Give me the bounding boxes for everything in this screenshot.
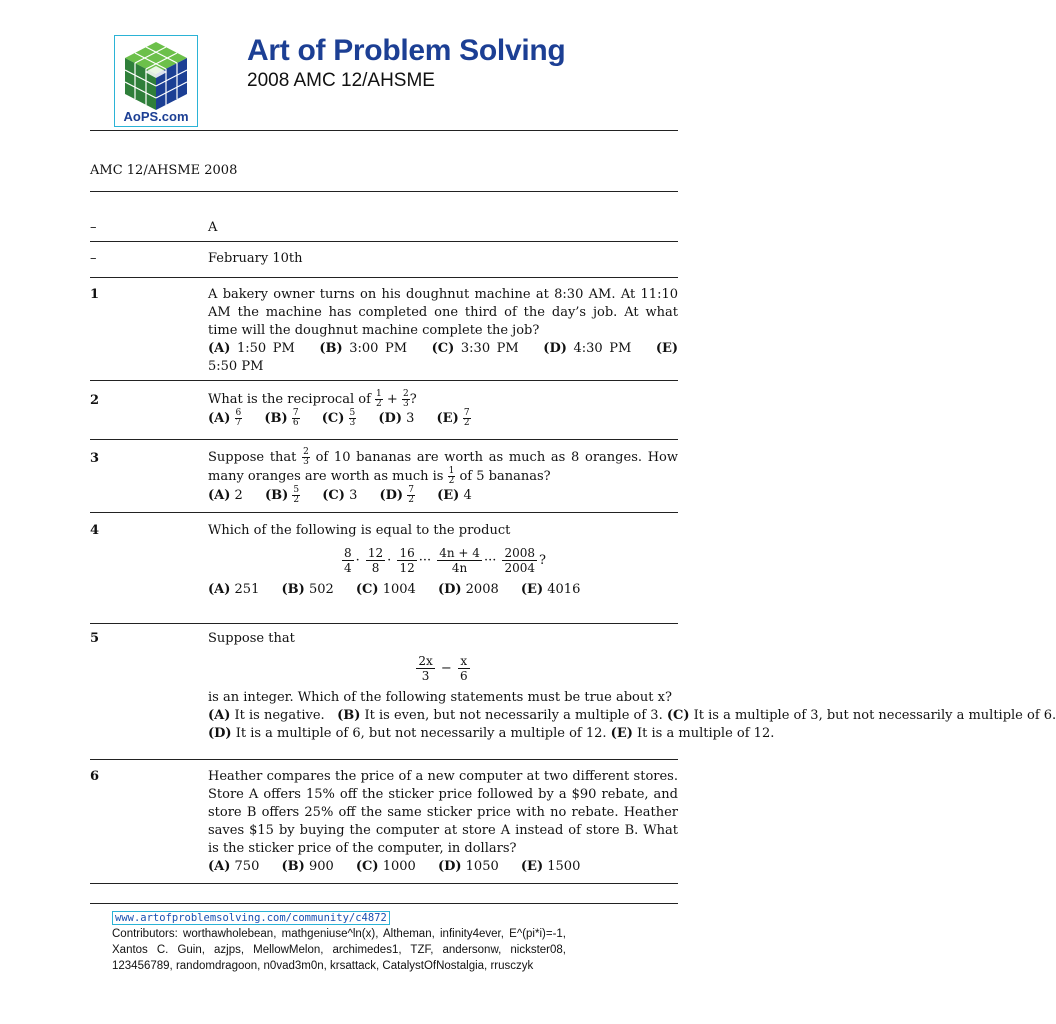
problem-text: Suppose that	[208, 631, 295, 646]
choice-c: (C) $\frac{5}{3}$	[321, 408, 356, 428]
choice-b: (B) $\frac{5}{2}$	[264, 485, 300, 505]
choice-b: (B) It is even, but not necessarily a multiple of 3.	[337, 708, 663, 723]
logo-text: AoPS.com	[123, 109, 189, 124]
problem-3	[208, 448, 678, 505]
choice-a: (A) 750	[208, 859, 260, 874]
choice-c: (C) 3:30 PM	[431, 341, 519, 356]
choice-d: (D) It is a multiple of 6, but not necessarily a multiple of 12.	[208, 726, 607, 741]
site-title: Art of Problem Solving	[247, 34, 566, 67]
choice-c: (C) 1000	[355, 859, 416, 874]
aops-logo[interactable]	[114, 35, 198, 127]
choice-e: (E) $\frac{7}{2}$	[436, 408, 470, 428]
choice-d: (D) $\frac{7}{2}$	[379, 485, 414, 505]
choice-e: (E) 5:50 PM	[208, 341, 679, 374]
problem-6	[208, 768, 678, 876]
problem-number: 3	[90, 451, 100, 466]
problem-number: 6	[90, 769, 100, 784]
choice-c: (C) 3	[322, 488, 358, 503]
expression: $\frac{2x}{3}$ − $\frac{x}{6}$	[418, 654, 468, 683]
divider	[90, 623, 678, 624]
meta-row-text: A	[208, 220, 218, 235]
problem-number: 1	[90, 287, 100, 302]
choice-a: (A) 1:50 PM	[208, 341, 295, 356]
problem-5	[208, 630, 1056, 743]
divider	[90, 241, 678, 242]
choice-e: (E) 4	[437, 488, 472, 503]
divider	[90, 512, 678, 513]
fraction: $\frac{1}{2}$	[376, 389, 382, 409]
choice-c: (C) 1004	[355, 582, 416, 597]
divider	[90, 759, 678, 760]
divider	[90, 883, 678, 884]
choice-e: (E) It is a multiple of 12.	[610, 726, 775, 741]
choice-d: (D) 1050	[437, 859, 499, 874]
divider	[90, 380, 678, 381]
problem-text: Which of the following is equal to the product	[208, 523, 511, 538]
problem-text: Suppose that $\frac{2}{3}$ of 10 bananas are worth as much as 8 oranges. How many oranges are worth as much is $\frac{1}{2}$ of 5 bananas?	[208, 447, 678, 486]
problem-1	[208, 286, 678, 376]
contributors: Contributors: worthawholebean, mathgeniuse^ln(x), Altheman, infinity4ever, E^(pi*i)=-1, Xantos C. Guin, azjps, MellowMelon, archimedes1, TZF, andersonw, nickster08, 123456789, randomdragoon, n0vad3m0n, krsattack, CatalystOfNostalgia, rrusczyk	[112, 928, 566, 972]
answer-choices	[208, 409, 678, 428]
answer-choices	[208, 858, 678, 876]
problem-number: 2	[90, 393, 100, 408]
problem-4	[208, 522, 678, 599]
problem-2	[208, 390, 678, 428]
answer-choices	[208, 486, 678, 505]
answer-choices	[208, 707, 1056, 725]
doc-title: AMC 12/AHSME 2008	[90, 163, 238, 178]
problem-number: 5	[90, 631, 100, 646]
choice-d: (D) 4:30 PM	[543, 341, 632, 356]
divider	[90, 903, 678, 904]
choice-a: (A) It is negative.	[208, 708, 325, 723]
fraction: $\frac{2}{3}$	[303, 447, 309, 467]
choice-b: (B) 900	[281, 859, 334, 874]
divider	[90, 277, 678, 278]
choice-d: (D) 2008	[437, 582, 499, 597]
choice-c: (C) It is a multiple of 3, but not necessarily a multiple of 6.	[666, 708, 1056, 723]
problem-text: Heather compares the price of a new computer at two different stores. Store A offers 15% off the sticker price followed by a $90 rebate, and store B offers 25% off the same sticker price with no rebate. Heather saves $15 by buying the computer at store A instead of store B. What is the sticker price of the computer, in dollars?	[208, 769, 678, 856]
choice-e: (E) 1500	[520, 859, 581, 874]
choice-a: (A) 2	[208, 488, 243, 503]
choice-a: (A) 251	[208, 582, 260, 597]
choice-b: (B) $\frac{7}{6}$	[264, 408, 299, 428]
divider	[90, 130, 678, 131]
choice-b: (B) 502	[281, 582, 334, 597]
product-expression: $\frac{8}{4}$ · $\frac{12}{8}$ · $\frac{16}{12}$ ··· $\frac{4n + 4}{4n}$ ··· $\frac{2008}{2004}$ ?	[343, 546, 546, 575]
meta-row-marker: –	[90, 251, 97, 266]
choice-e: (E) 4016	[520, 582, 581, 597]
meta-row-text: February 10th	[208, 251, 303, 266]
divider	[90, 191, 678, 192]
choice-b: (B) 3:00 PM	[319, 341, 408, 356]
answer-choices	[208, 581, 678, 599]
problem-number: 4	[90, 523, 100, 538]
fraction: $\frac{2}{3}$	[402, 389, 409, 409]
choice-a: (A) $\frac{6}{7}$	[208, 408, 242, 428]
doc-subtitle: 2008 AMC 12/AHSME	[247, 70, 435, 91]
answer-choices	[208, 725, 775, 743]
fraction: $\frac{1}{2}$	[448, 466, 455, 486]
choice-d: (D) 3	[378, 411, 415, 426]
answer-choices	[208, 340, 678, 376]
community-link[interactable]: www.artofproblemsolving.com/community/c4872	[112, 911, 390, 925]
meta-row-marker: –	[90, 220, 97, 235]
problem-text-continued: is an integer. Which of the following statements must be true about x?	[208, 690, 672, 705]
divider	[90, 439, 678, 440]
problem-text: A bakery owner turns on his doughnut machine at 8:30 AM. At 11:10 AM the machine has completed one third of the day’s job. At what time will the doughnut machine complete the job?	[208, 287, 678, 338]
problem-text: What is the reciprocal of $\frac{1}{2}$ + $\frac{2}{3}$ ?	[208, 389, 417, 409]
cube-logo-icon	[123, 40, 189, 112]
